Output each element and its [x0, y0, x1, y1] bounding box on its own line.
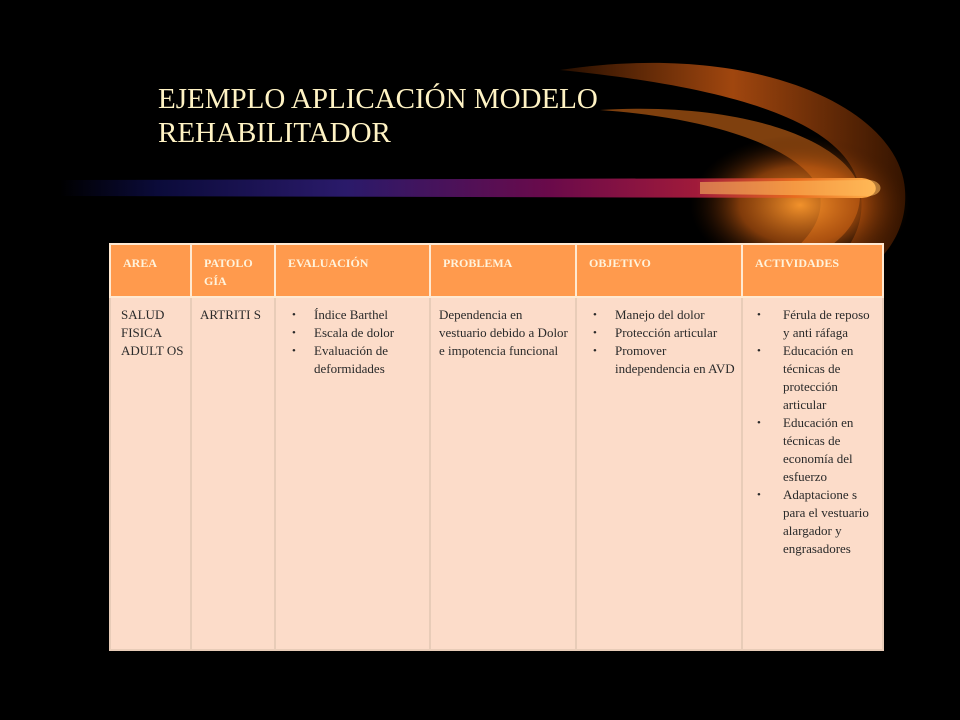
title-line-1: EJEMPLO APLICACIÓN MODELO [158, 83, 598, 115]
header-patologia: PATOLO GÍA [191, 244, 275, 297]
cell-evaluacion [275, 297, 430, 650]
actividades-list [751, 306, 876, 558]
header-evaluacion: EVALUACIÓN [275, 244, 430, 297]
header-problema: PROBLEMA [430, 244, 576, 297]
list-item: • Índice Barthel [284, 306, 423, 324]
table-row [110, 297, 883, 650]
evaluacion-list [284, 306, 423, 378]
cell-actividades [742, 297, 883, 650]
list-item: • Escala de dolor [284, 324, 423, 342]
header-objetivo: OBJETIVO [576, 244, 742, 297]
table-header-row [110, 244, 883, 297]
list-item: • Férula de reposo y anti ráfaga [751, 306, 876, 342]
header-actividades: ACTIVIDADES [742, 244, 883, 297]
list-item: • Manejo del dolor [585, 306, 735, 324]
cell-problema: Dependencia en vestuario debido a Dolor e impotencia funcional [430, 297, 576, 650]
objetivo-list [585, 306, 735, 378]
cell-patologia: ARTRITI S [191, 297, 275, 650]
list-item: • Educación en técnicas de protección articular [751, 342, 876, 414]
slide-title [158, 82, 718, 150]
cell-area: SALUD FISICA ADULT OS [110, 297, 191, 650]
cell-objetivo [576, 297, 742, 650]
list-item: • Adaptacione s para el vestuario alargador y engrasadores [751, 486, 876, 558]
list-item: • Educación en técnicas de economía del esfuerzo [751, 414, 876, 486]
title-line-2: REHABILITADOR [158, 117, 391, 149]
list-item: • Protección articular [585, 324, 735, 342]
list-item: • Promover independencia en AVD [585, 342, 735, 378]
header-area: AREA [110, 244, 191, 297]
rehab-plan-table [109, 243, 884, 651]
list-item: • Evaluación de deformidades [284, 342, 423, 378]
